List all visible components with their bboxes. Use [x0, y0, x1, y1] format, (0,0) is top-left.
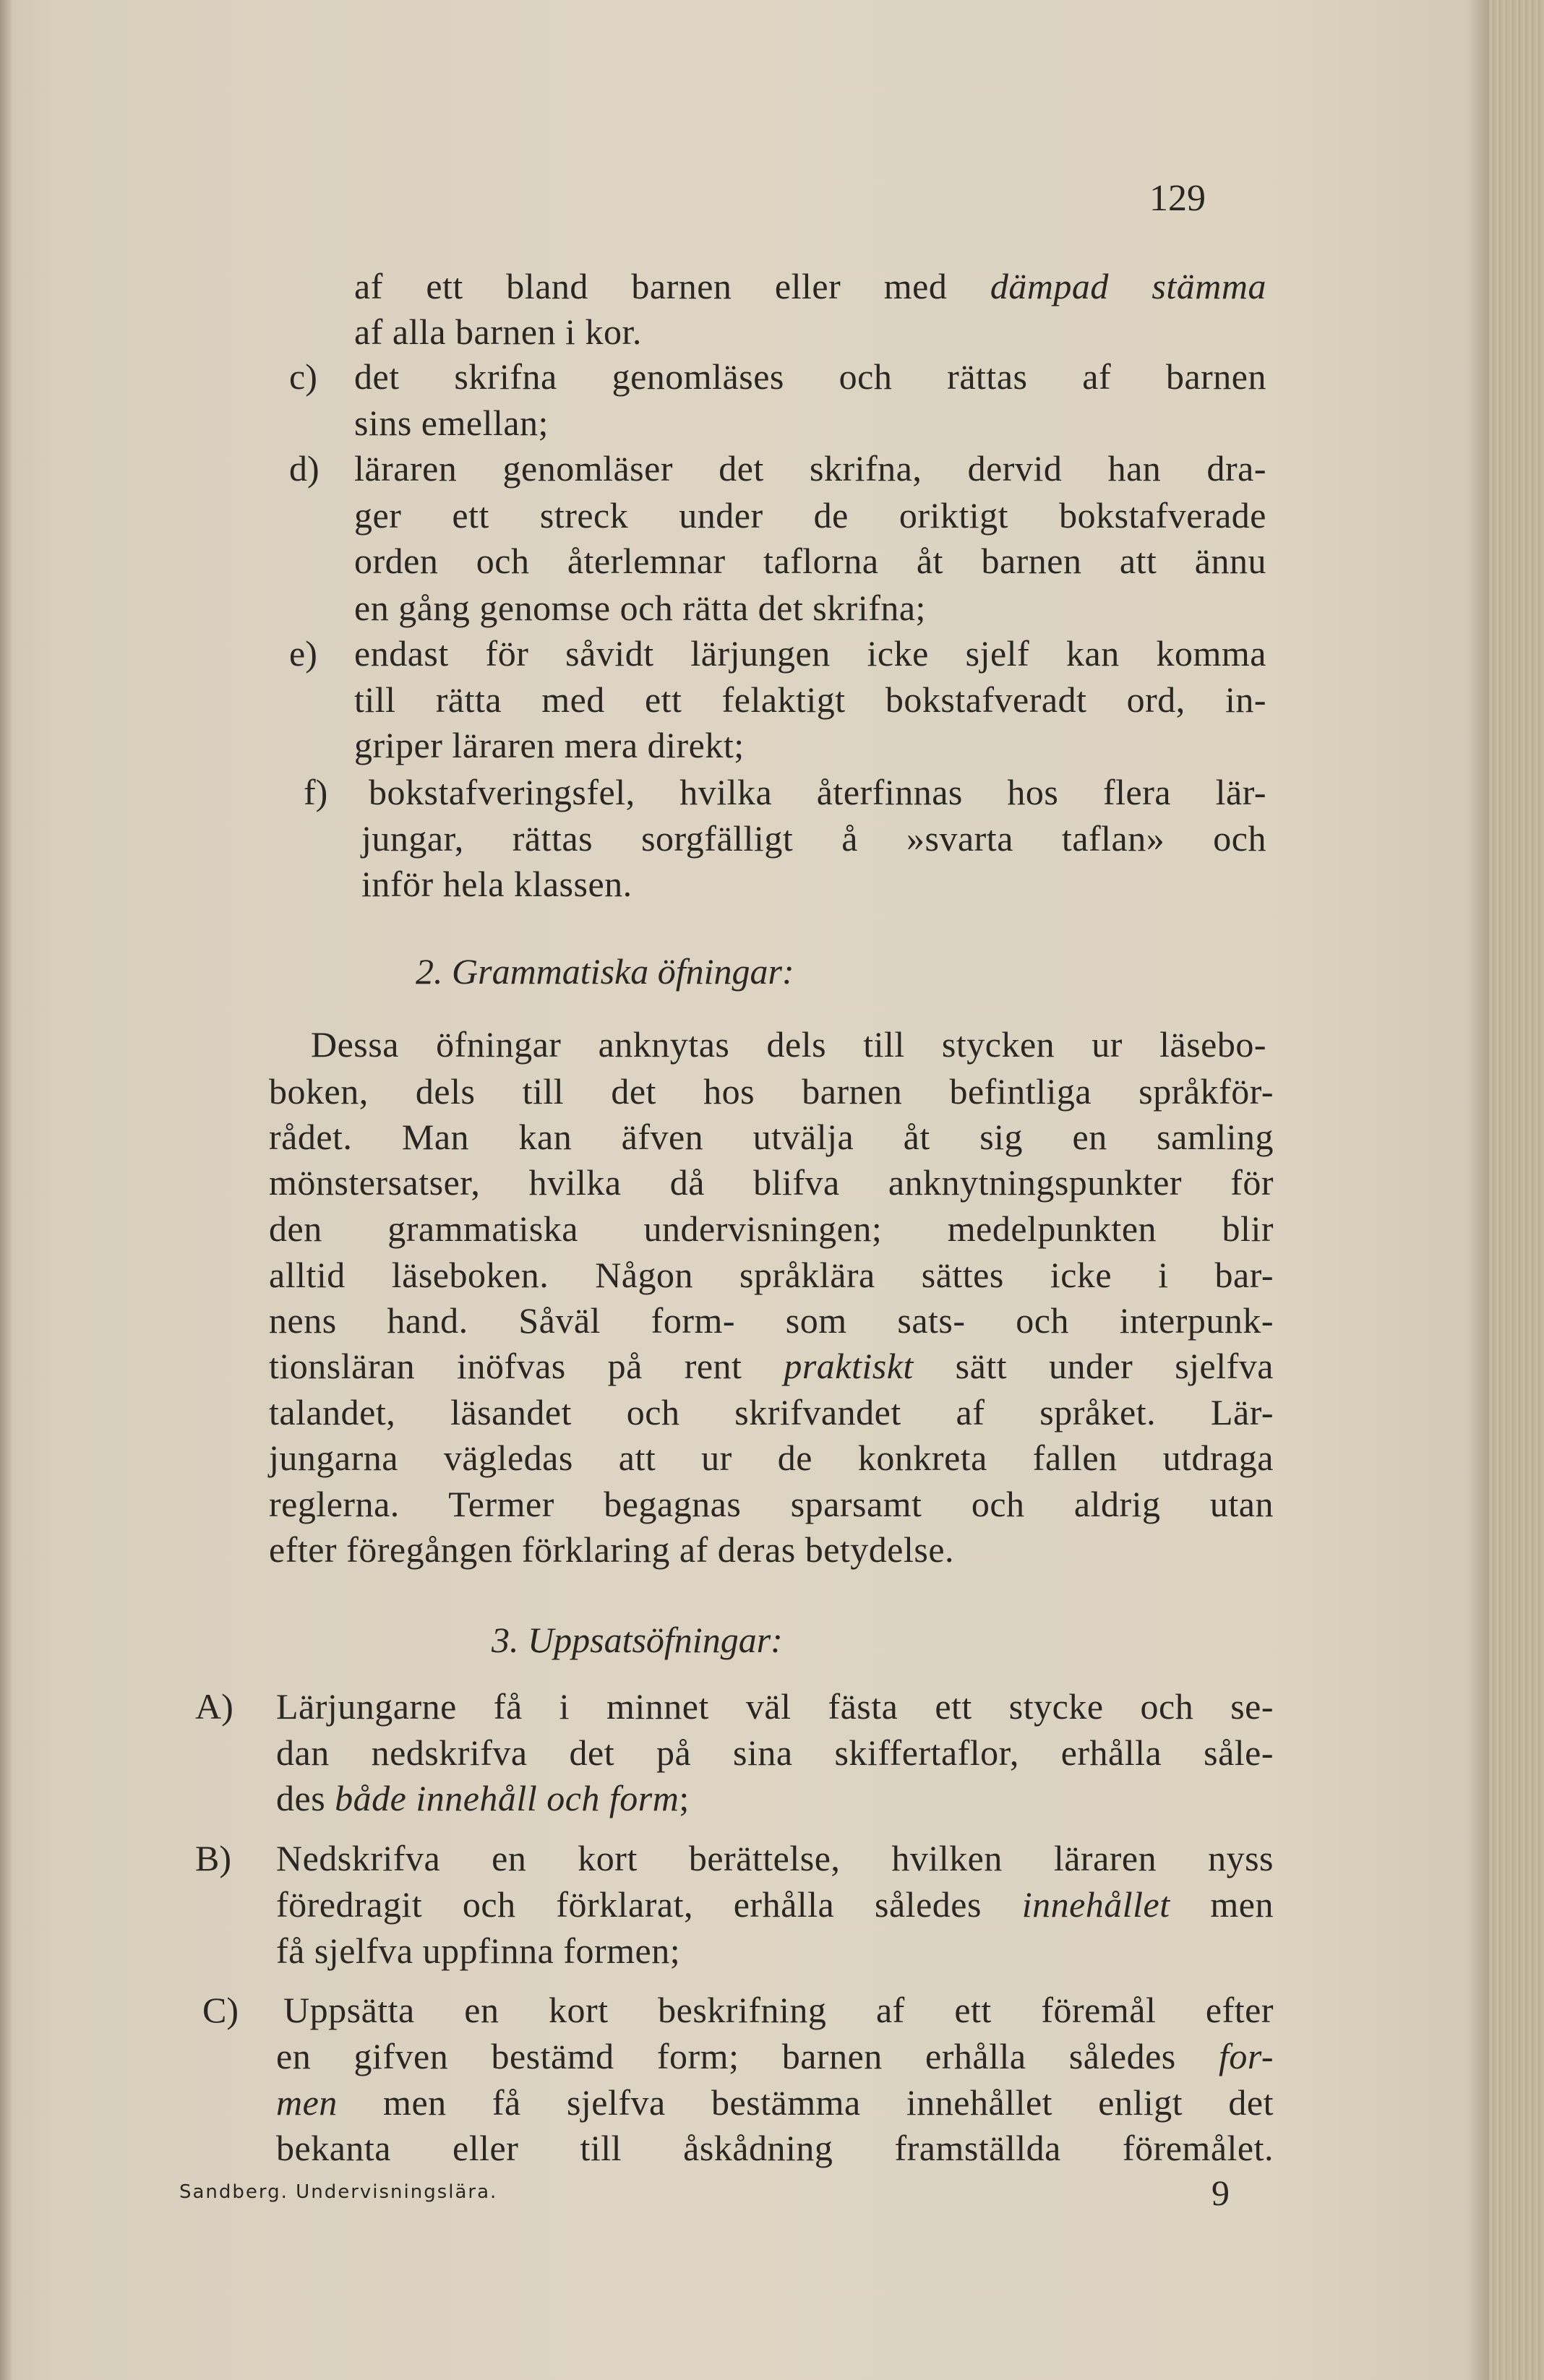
- text-line: dan nedskrifva det på sina skiffertaflor, erhålla såle-: [276, 1732, 1274, 1773]
- text-line: tionsläran inöfvas på rent praktiskt sätt under sjelfva: [269, 1346, 1274, 1386]
- text-line: sins emellan;: [354, 403, 549, 443]
- text-line: griper läraren mera direkt;: [354, 725, 745, 765]
- list-marker: d): [289, 448, 319, 489]
- text-line: en gifven bestämd form; barnen erhålla således for-: [276, 2036, 1274, 2076]
- text-line: Dessa öfningar anknytas dels till stycken ur läsebo-: [311, 1024, 1266, 1065]
- text-line: reglerna. Termer begagnas sparsamt och aldrig utan: [269, 1484, 1274, 1524]
- text-line: den grammatiska undervisningen; medelpunkten blir: [269, 1208, 1274, 1249]
- text-line: efter föregången förklaring af deras betydelse.: [269, 1529, 955, 1570]
- text-line: ger ett streck under de oriktigt bokstafverade: [354, 495, 1266, 536]
- text-line: des både innehåll och form;: [276, 1778, 690, 1818]
- text-line: orden och återlemnar taflorna åt barnen att ännu: [354, 541, 1266, 581]
- text-line: Nedskrifva en kort berättelse, hvilken läraren nyss: [276, 1838, 1274, 1878]
- list-marker: B): [195, 1838, 231, 1878]
- text-line: läraren genomläser det skrifna, dervid han dra-: [354, 448, 1266, 489]
- list-marker: f): [304, 772, 328, 812]
- section-heading: 3. Uppsatsöfningar:: [492, 1620, 783, 1660]
- text-line: jungarna vägledas att ur de konkreta fallen utdraga: [269, 1438, 1274, 1478]
- text-line: bokstafveringsfel, hvilka återfinnas hos flera lär-: [369, 772, 1266, 812]
- page-edge-shadow: [1467, 0, 1489, 2380]
- text-line: alltid läseboken. Någon språklära sättes icke i bar-: [269, 1255, 1274, 1295]
- signature-mark: Sandberg. Undervisningslära.: [179, 2181, 498, 2203]
- text-line: Uppsätta en kort beskrifning af ett föremål efter: [283, 1990, 1274, 2030]
- text-line: jungar, rättas sorgfälligt å »svarta taflan» och: [361, 818, 1266, 859]
- text-line: inför hela klassen.: [361, 864, 632, 904]
- text-line: Lärjungarne få i minnet väl fästa ett stycke och se-: [276, 1686, 1274, 1727]
- text-line: föredragit och förklarat, erhålla således innehållet men: [276, 1884, 1274, 1925]
- text-line: af ett bland barnen eller med dämpad stämma: [354, 266, 1266, 306]
- text-line: mönstersatser, hvilka då blifva anknytningspunkter för: [269, 1162, 1274, 1203]
- page-number: 129: [1149, 178, 1206, 219]
- text-line: få sjelfva uppfinna formen;: [276, 1930, 681, 1971]
- list-marker: c): [289, 356, 317, 397]
- text-line: nens hand. Såväl form- som sats- och interpunk-: [269, 1300, 1274, 1341]
- text-line: till rätta med ett felaktigt bokstafveradt ord, in-: [354, 679, 1266, 720]
- list-marker: A): [195, 1686, 233, 1727]
- text-line: det skrifna genomläses och rättas af barnen: [354, 356, 1266, 397]
- sheet-number: 9: [1211, 2173, 1230, 2213]
- text-line: talandet, läsandet och skrifvandet af språket. Lär-: [269, 1392, 1274, 1432]
- text-line: en gång genomse och rätta det skrifna;: [354, 588, 926, 628]
- text-line: bekanta eller till åskådning framställda föremålet.: [276, 2128, 1274, 2168]
- list-marker: e): [289, 633, 317, 674]
- list-marker: C): [202, 1990, 239, 2030]
- text-line: men men få sjelfva bestämma innehållet enligt det: [276, 2082, 1274, 2123]
- text-line: boken, dels till det hos barnen befintliga språkför-: [269, 1071, 1274, 1112]
- text-line: endast för såvidt lärjungen icke sjelf kan komma: [354, 633, 1266, 674]
- text-line: rådet. Man kan äfven utvälja åt sig en samling: [269, 1117, 1274, 1157]
- text-line: af alla barnen i kor.: [354, 312, 642, 352]
- binding-shadow: [0, 0, 13, 2380]
- section-heading: 2. Grammatiska öfningar:: [416, 951, 794, 992]
- page-stack-edge: [1489, 0, 1544, 2380]
